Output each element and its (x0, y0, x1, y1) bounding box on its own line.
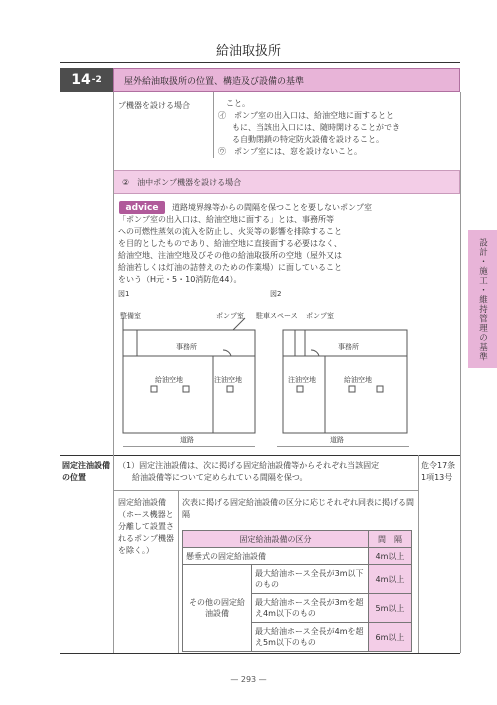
top-text-block (218, 98, 458, 158)
fig2-office-label: 事務所 (338, 343, 359, 351)
fig2-road-line (277, 446, 409, 447)
table-header-category: 固定給油設備の区分 (183, 531, 369, 548)
figure-1-marks (151, 386, 233, 392)
table-cell: 懸垂式の固定給油設備 (183, 548, 369, 565)
side-tab-label: 設計・施工・維持管理の基準 (477, 238, 488, 362)
section-number-main: 14 (71, 72, 91, 88)
advice-badge: advice (119, 201, 165, 214)
table-row (183, 548, 412, 565)
column-divider (113, 455, 114, 653)
top-line: もに、当該出入口には、随時開けることができ (232, 123, 400, 132)
top-inner-divider (213, 92, 214, 158)
table-cell: 最大給油ホース全長が3m以下のもの (252, 565, 369, 594)
section-number-sub: -2 (91, 75, 102, 85)
page-number: — 293 — (230, 675, 267, 684)
chapter-side-tab (468, 230, 497, 368)
fig2-parking-label: 駐車スペース (256, 312, 298, 320)
advice-line: 「ポンプ室の出入口は、給油空地に面する」とは、事務所等 (118, 215, 334, 224)
legal-reference: 危令17条1項13号 (421, 461, 456, 482)
section-title: 屋外給油取扱所の位置、構造及び設備の基準 (113, 68, 460, 92)
section-rule (60, 455, 460, 456)
fig1-maintenance-room-label: 整備室 (120, 312, 141, 320)
table-header-row (183, 531, 412, 548)
table-group-cell: その他の固定給油設備 (183, 565, 252, 652)
fixed-sub-text: 次表に掲げる固定給油設備の区分に応じそれぞれ同表に掲げる間隔 (182, 498, 414, 519)
interval-table (182, 530, 412, 652)
fixed-refuel-label: 固定注油設備の位置 (62, 461, 110, 482)
advice-line: 給油空地、注油空地及びその他の給油取扱所の空地（屋外又は (118, 251, 342, 260)
fixed-sub-label: 固定給油設備（ホース機器と分離して設置されるポンプ機器を除く。） (118, 498, 174, 555)
figure-1-label: 図1 (118, 290, 130, 298)
figure-2-label: 図2 (270, 290, 282, 298)
fig1-pump-room-label: ポンプ室 (216, 312, 244, 320)
table-value: 4m以上 (369, 565, 412, 594)
table-value: 6m以上 (369, 623, 412, 652)
fig1-road-label: 道路 (180, 436, 194, 444)
top-line: ㋒ ポンプ室には、窓を設けないこと。 (218, 147, 362, 156)
table-row (183, 565, 412, 594)
advice-line: をいう（H元・5・10消防危44）。 (118, 275, 242, 284)
right-border (460, 92, 461, 158)
column-divider (113, 158, 114, 455)
header-rule (60, 62, 460, 63)
fig2-refuel-area-label: 給油空地 (344, 376, 372, 384)
fixed-line: 給油設備等について定められている間隔を保つ。 (132, 473, 308, 482)
top-line: ㋑ ポンプ室の出入口は、給油空地に面するとと (218, 111, 394, 120)
fig1-road-line (123, 446, 255, 447)
fixed-main-text (118, 460, 416, 484)
fig2-fill-area-label: 注油空地 (288, 376, 316, 384)
table-value: 4m以上 (369, 548, 412, 565)
fig1-office-label: 事務所 (176, 343, 197, 351)
section-number (60, 68, 113, 92)
figure-2-marks (297, 386, 383, 392)
fig1-fill-area-label: 注油空地 (214, 376, 242, 384)
top-line: る自動閉鎖の特定防火設備を設けること。 (232, 135, 384, 144)
table-cell: 最大給油ホース全長が3mを超え4m以下のもの (252, 594, 369, 623)
right-border (460, 158, 461, 455)
page-header-title: 給油取扱所 (215, 44, 281, 59)
table-value: 5m以上 (369, 594, 412, 623)
advice-line: 給油若しくは灯油の詰替えのための作業場）に面していること (118, 263, 342, 272)
right-border (460, 455, 461, 653)
top-left-label: プ機器を設ける場合 (118, 101, 190, 110)
bottom-rule (60, 653, 460, 654)
fig2-pump-room-label: ポンプ室 (306, 312, 334, 320)
subsection-heading: ② 油中ポンプ機器を設ける場合 (113, 170, 460, 194)
sub-divider (178, 490, 179, 653)
fig1-refuel-area-label: 給油空地 (155, 376, 183, 384)
advice-text (118, 202, 463, 286)
advice-line: を目的としたものであり、給油空地に直接面する必要はなく、 (118, 239, 342, 248)
advice-line: 道路境界線等からの間隔を保つことを要しないポンプ室 (172, 203, 372, 212)
fig2-road-label: 道路 (330, 436, 344, 444)
table-header-interval: 間 隔 (369, 531, 412, 548)
advice-line: への可燃性蒸気の流入を防止し、火災等の影響を排除すること (118, 227, 342, 236)
fixed-line: （1）固定注油設備は、次に掲げる固定給油設備等からそれぞれ当該固定 (118, 461, 380, 470)
column-divider (113, 92, 114, 158)
ref-divider (418, 455, 419, 653)
sub-rule (113, 490, 418, 491)
table-cell: 最大給油ホース全長が4mを超え5m以下のもの (252, 623, 369, 652)
top-line: こと。 (226, 99, 250, 108)
